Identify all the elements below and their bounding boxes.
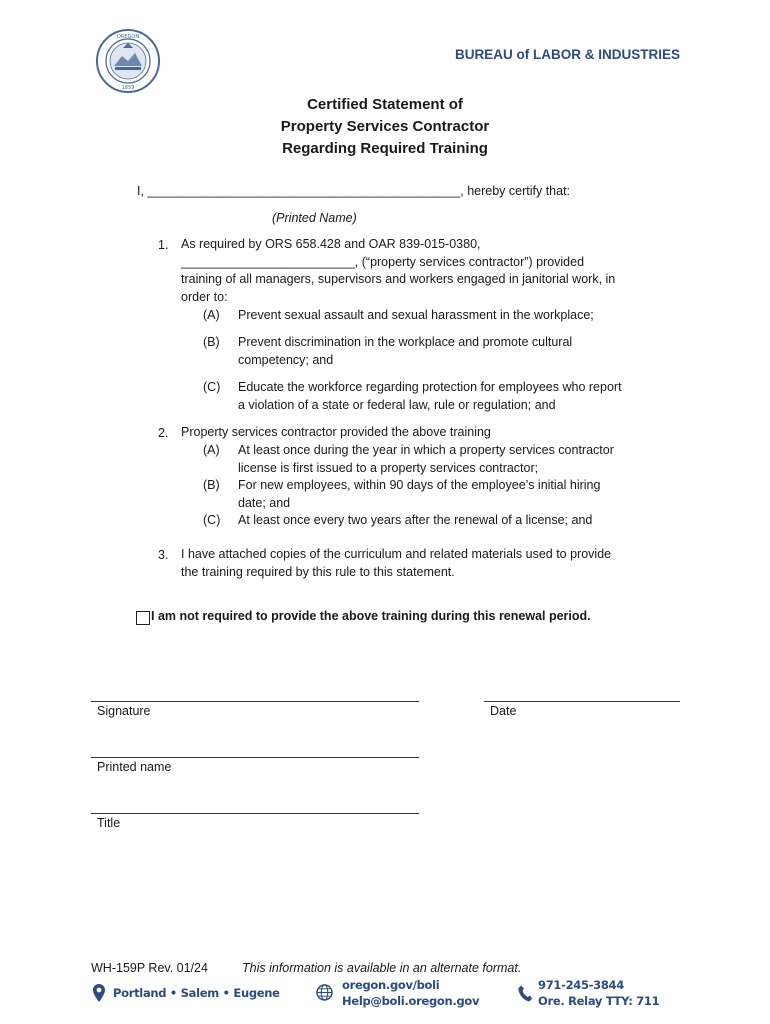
sub-item-line: competency; and xyxy=(238,352,334,367)
location-pin-icon xyxy=(93,984,105,1007)
sub-label: (A) xyxy=(203,443,220,457)
certify-statement[interactable]: I, _____________________________________________, hereby certify that: xyxy=(137,184,571,198)
sub-item-line: Prevent sexual assault and sexual harassment in the workplace; xyxy=(238,308,594,322)
sub-item-line: Prevent discrimination in the workplace and promote cultural xyxy=(238,335,573,349)
form-id: WH-159P Rev. 01/24 xyxy=(91,961,208,975)
sub-item-line: At least once during the year in which a property services contractor xyxy=(238,443,614,457)
item-number: 3. xyxy=(158,548,169,562)
sub-item-text xyxy=(238,442,614,477)
svg-text:OREGON: OREGON xyxy=(116,34,140,40)
list-item xyxy=(181,236,615,306)
website-link[interactable]: oregon.gov/boli xyxy=(342,978,440,992)
printed-name-line[interactable] xyxy=(91,757,419,758)
not-required-checkbox[interactable] xyxy=(136,611,150,625)
list-item xyxy=(181,546,611,581)
relay-tty: Ore. Relay TTY: 711 xyxy=(538,994,660,1008)
sub-label: (A) xyxy=(203,308,220,322)
sub-item-line: Educate the workforce regarding protection for employees who report xyxy=(238,380,622,394)
sub-item-line: For new employees, within 90 days of the employee’s initial hiring xyxy=(238,478,601,492)
printed-name-label: Printed name xyxy=(97,760,172,774)
alternate-format-note: This information is available in an alternate format. xyxy=(242,961,522,975)
phone-icon xyxy=(518,985,532,1007)
oregon-state-seal xyxy=(95,28,161,94)
item-number: 1. xyxy=(158,238,169,252)
item-text: order to: xyxy=(181,289,228,304)
document-title xyxy=(0,94,770,160)
contractor-name-blank[interactable]: _________________________, (“property services contractor”) provided xyxy=(181,254,585,269)
sub-label: (C) xyxy=(203,513,221,527)
date-label: Date xyxy=(490,704,517,718)
title-line-3: Regarding Required Training xyxy=(282,140,488,157)
phone-number[interactable]: 971-245-3844 xyxy=(538,978,624,992)
title-label: Title xyxy=(97,816,121,830)
item-text: As required by ORS 658.428 and OAR 839-015-0380, xyxy=(181,237,481,251)
sub-item-text xyxy=(238,512,592,530)
sub-item-line: license is first issued to a property services contractor; xyxy=(238,460,539,475)
sub-label: (B) xyxy=(203,478,220,492)
office-locations: Portland • Salem • Eugene xyxy=(113,986,280,1000)
sub-item-line: date; and xyxy=(238,495,291,510)
sub-item-text xyxy=(238,334,572,369)
item-text: I have attached copies of the curriculum and related materials used to provide xyxy=(181,547,612,561)
not-required-checkbox-label[interactable]: I am not required to provide the above training during this renewal period. xyxy=(151,609,591,623)
sub-label: (B) xyxy=(203,335,220,349)
item-text: Property services contractor provided the above training xyxy=(181,425,491,439)
item-text: the training required by this rule to this statement. xyxy=(181,564,455,579)
sub-item-line: a violation of a state or federal law, rule or regulation; and xyxy=(238,397,556,412)
signature-label: Signature xyxy=(97,704,151,718)
title-line-1: Certified Statement of xyxy=(307,96,463,113)
sub-item-text xyxy=(238,307,594,325)
sub-item-text xyxy=(238,477,600,512)
date-line[interactable] xyxy=(484,701,680,702)
email-link[interactable]: Help@boli.oregon.gov xyxy=(342,994,480,1008)
sub-item-text xyxy=(238,379,622,414)
item-text: training of all managers, supervisors and workers engaged in janitorial work, in xyxy=(181,272,616,286)
globe-icon xyxy=(316,984,333,1006)
printed-name-caption: (Printed Name) xyxy=(272,211,357,225)
title-line-2: Property Services Contractor xyxy=(280,118,490,135)
sub-label: (C) xyxy=(203,380,221,394)
list-item xyxy=(181,424,491,442)
title-line[interactable] xyxy=(91,813,419,814)
svg-text:1859: 1859 xyxy=(121,85,135,91)
sub-item-line: At least once every two years after the renewal of a license; and xyxy=(238,513,593,527)
signature-line[interactable] xyxy=(91,701,419,702)
item-number: 2. xyxy=(158,426,169,440)
bureau-name: BUREAU of LABOR & INDUSTRIES xyxy=(455,47,680,62)
